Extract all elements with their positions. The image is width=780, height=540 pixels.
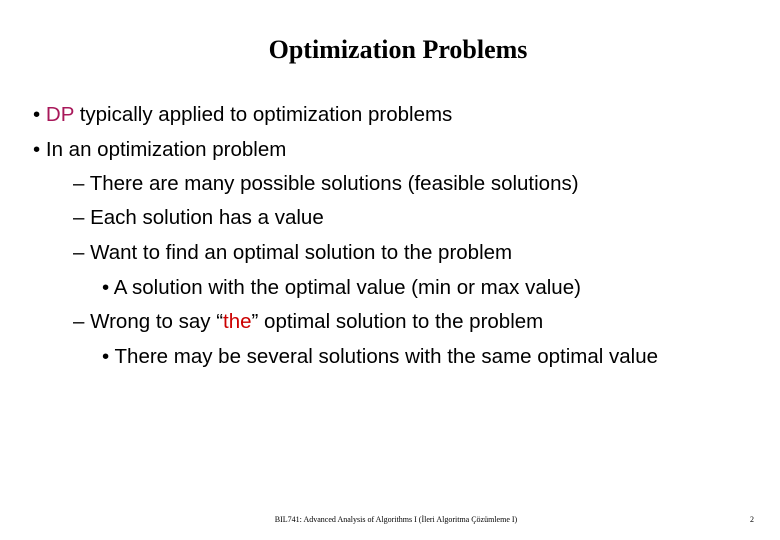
dash-marker: – (73, 241, 85, 264)
slide-title: Optimization Problems (268, 35, 528, 64)
bullet-marker: • (33, 138, 41, 161)
bullet-text: A solution with the optimal value (min or max value) (113, 276, 581, 299)
bullet-text: There are many possible solutions (feasible solutions) (89, 172, 579, 195)
page-number: 2 (750, 515, 754, 524)
highlight-the: the (223, 310, 252, 333)
bullet-text-after: ” optimal solution to the problem (251, 310, 544, 333)
bullet-marker: • (33, 103, 41, 126)
highlight-dp: DP (45, 103, 74, 126)
bullet-marker: • (102, 276, 110, 299)
sub-sub-bullet-several-solutions (102, 344, 658, 370)
sub-bullet-wrong-to-say (73, 309, 543, 335)
slide-footer (0, 513, 780, 527)
sub-sub-bullet-optimal-value (102, 275, 581, 301)
bullet-text-before: Wrong to say “ (90, 310, 224, 333)
bullet-text: Each solution has a value (90, 206, 324, 229)
bullet-text: There may be several solutions with the same optimal value (114, 345, 659, 368)
bullet-optimization-problem (33, 137, 286, 163)
bullet-marker: • (102, 345, 110, 368)
dash-marker: – (73, 206, 85, 229)
footer-course-title: BIL741: Advanced Analysis of Algorithms I (İleri Algoritma Çözümleme I) (274, 515, 518, 524)
bullet-dp (33, 102, 452, 128)
bullet-text: typically applied to optimization problems (74, 103, 453, 126)
sub-bullet-feasible-solutions (73, 171, 579, 197)
sub-bullet-find-optimal (73, 240, 512, 266)
bullet-text: In an optimization problem (45, 138, 287, 161)
bullet-text: Want to find an optimal solution to the problem (90, 241, 513, 264)
dash-marker: – (73, 172, 85, 195)
dash-marker: – (73, 310, 85, 333)
sub-bullet-solution-value (73, 205, 324, 231)
